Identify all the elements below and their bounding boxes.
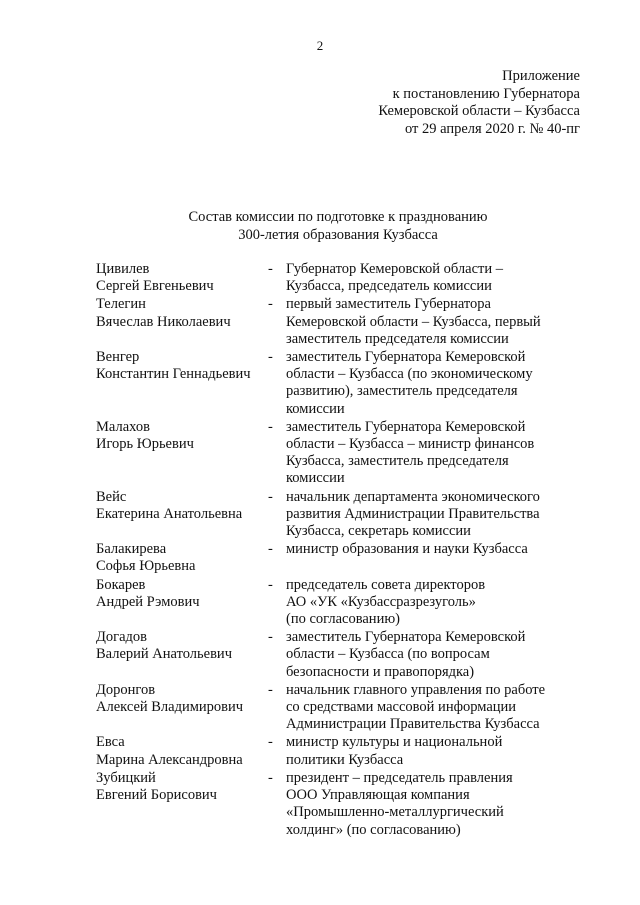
member-role-line: комиссии	[286, 470, 345, 487]
member-role-line: Губернатор Кемеровской области –	[286, 261, 504, 277]
member-name	[96, 349, 268, 418]
member-role-line: заместитель Губернатора Кемеровской	[286, 349, 526, 366]
member-role-line: развития Администрации Правительства	[286, 505, 540, 522]
title-line: Состав комиссии по подготовке к празднованию	[188, 209, 488, 225]
member-name-line: Сергей Евгеньевич	[96, 278, 214, 295]
member-role-line: председатель совета директоров	[286, 576, 486, 593]
member-name-line: Игорь Юрьевич	[96, 436, 194, 453]
member-role-line: начальник департамента экономического	[286, 488, 540, 505]
member-dash: -	[268, 349, 273, 366]
member-name	[96, 770, 268, 839]
member-name-line: Андрей Рэмович	[96, 593, 200, 610]
member-role-line: президент – председатель правления	[286, 769, 513, 786]
member-dash: -	[268, 629, 273, 646]
member-name-line: Цивилев	[96, 261, 150, 277]
title-line: 300-летия образования Кузбасса	[238, 227, 438, 243]
member-name-line: Валерий Анатольевич	[96, 646, 232, 663]
member-row	[96, 541, 566, 575]
member-role-line: области – Кузбасса – министр финансов	[286, 436, 535, 453]
member-name-line: Софья Юрьевна	[96, 558, 196, 575]
members-list	[96, 261, 566, 840]
member-name	[96, 734, 268, 768]
appendix-line: Кемеровской области – Кузбасса	[378, 103, 580, 119]
member-role-line: Кузбасса, секретарь комиссии	[286, 523, 471, 540]
member-name	[96, 541, 268, 575]
member-name	[96, 629, 268, 681]
member-role	[286, 419, 566, 488]
member-role-line: ООО Управляющая компания	[286, 787, 470, 804]
appendix-line: к постановлению Губернатора	[392, 85, 580, 102]
member-role	[286, 629, 566, 681]
member-role-line: (по согласованию)	[286, 611, 400, 628]
member-row	[96, 770, 566, 839]
member-role-line: первый заместитель Губернатора	[286, 296, 491, 313]
member-dash: -	[268, 769, 273, 786]
member-row	[96, 261, 566, 295]
member-row	[96, 489, 566, 541]
member-name	[96, 489, 268, 541]
member-name-line: Догадов	[96, 629, 147, 646]
member-name	[96, 261, 268, 295]
member-dash: -	[268, 681, 273, 698]
member-name-line: Евса	[96, 734, 125, 751]
member-row	[96, 296, 566, 348]
member-name	[96, 296, 268, 348]
member-role	[286, 349, 566, 418]
member-role	[286, 261, 566, 295]
member-name-line: Бокарев	[96, 576, 146, 593]
member-row	[96, 629, 566, 681]
member-role	[286, 296, 566, 348]
member-name-line: Зубицкий	[96, 769, 156, 786]
member-dash: -	[268, 418, 273, 435]
member-role-line: безопасности и правопорядка)	[286, 663, 475, 680]
member-dash: -	[268, 488, 273, 505]
member-role	[286, 682, 566, 734]
member-row	[96, 682, 566, 734]
member-name-line: Вячеслав Николаевич	[96, 313, 231, 330]
member-dash: -	[268, 541, 273, 558]
member-name-line: Телегин	[96, 296, 146, 313]
member-row	[96, 577, 566, 629]
member-dash: -	[268, 576, 273, 593]
member-role-line: холдинг» (по согласованию)	[286, 821, 461, 838]
member-name-line: Евгений Борисович	[96, 787, 217, 804]
member-role-line: области – Кузбасса (по экономическому	[286, 366, 533, 383]
member-role-line: заместитель Губернатора Кемеровской	[286, 629, 526, 646]
member-role-line: развитию), заместитель председателя	[286, 383, 518, 400]
member-role-line: области – Кузбасса (по вопросам	[286, 646, 490, 663]
member-role-line: политики Кузбасса	[286, 751, 404, 768]
member-name-line: Балакирева	[96, 541, 167, 558]
member-name-line: Екатерина Анатольевна	[96, 505, 243, 522]
member-role-line: «Промышленно-металлургический	[286, 804, 504, 821]
member-name-line: Алексей Владимирович	[96, 699, 244, 716]
document-title	[0, 208, 640, 244]
member-role-line: заместитель председателя комиссии	[286, 330, 509, 347]
member-role-line: Кузбасса, председатель комиссии	[286, 278, 492, 295]
member-role	[286, 489, 566, 541]
member-dash: -	[268, 261, 273, 277]
member-role	[286, 577, 566, 629]
appendix-block	[340, 68, 580, 138]
member-role	[286, 541, 566, 575]
member-name	[96, 682, 268, 734]
member-name-line: Вейс	[96, 488, 127, 505]
member-role-line: министр образования и науки Кузбасса	[286, 541, 528, 558]
member-dash: -	[268, 296, 273, 313]
member-name-line: Малахов	[96, 418, 150, 435]
member-role-line: Кузбасса, заместитель председателя	[286, 453, 509, 470]
member-name	[96, 577, 268, 629]
member-role-line: заместитель Губернатора Кемеровской	[286, 418, 526, 435]
appendix-line: Приложение	[502, 68, 580, 84]
member-role-line: АО «УК «Кузбассразрезуголь»	[286, 593, 476, 610]
member-name-line: Марина Александровна	[96, 751, 243, 768]
member-row	[96, 734, 566, 768]
member-role-line: комиссии	[286, 400, 345, 417]
member-role-line: Кемеровской области – Кузбасса, первый	[286, 313, 541, 330]
member-role	[286, 770, 566, 839]
member-role-line: со средствами массовой информации	[286, 699, 517, 716]
member-row	[96, 419, 566, 488]
member-row	[96, 349, 566, 418]
member-name	[96, 419, 268, 488]
member-name-line: Венгер	[96, 349, 140, 366]
member-role-line: Администрации Правительства Кузбасса	[286, 716, 540, 733]
page-number: 2	[316, 38, 324, 53]
member-role	[286, 734, 566, 768]
member-role-line: начальник главного управления по работе	[286, 681, 546, 698]
appendix-line: от 29 апреля 2020 г. № 40-пг	[404, 120, 580, 137]
member-dash: -	[268, 734, 273, 751]
member-name-line: Доронгов	[96, 681, 156, 698]
member-name-line: Константин Геннадьевич	[96, 366, 251, 383]
member-role-line: министр культуры и национальной	[286, 734, 503, 751]
